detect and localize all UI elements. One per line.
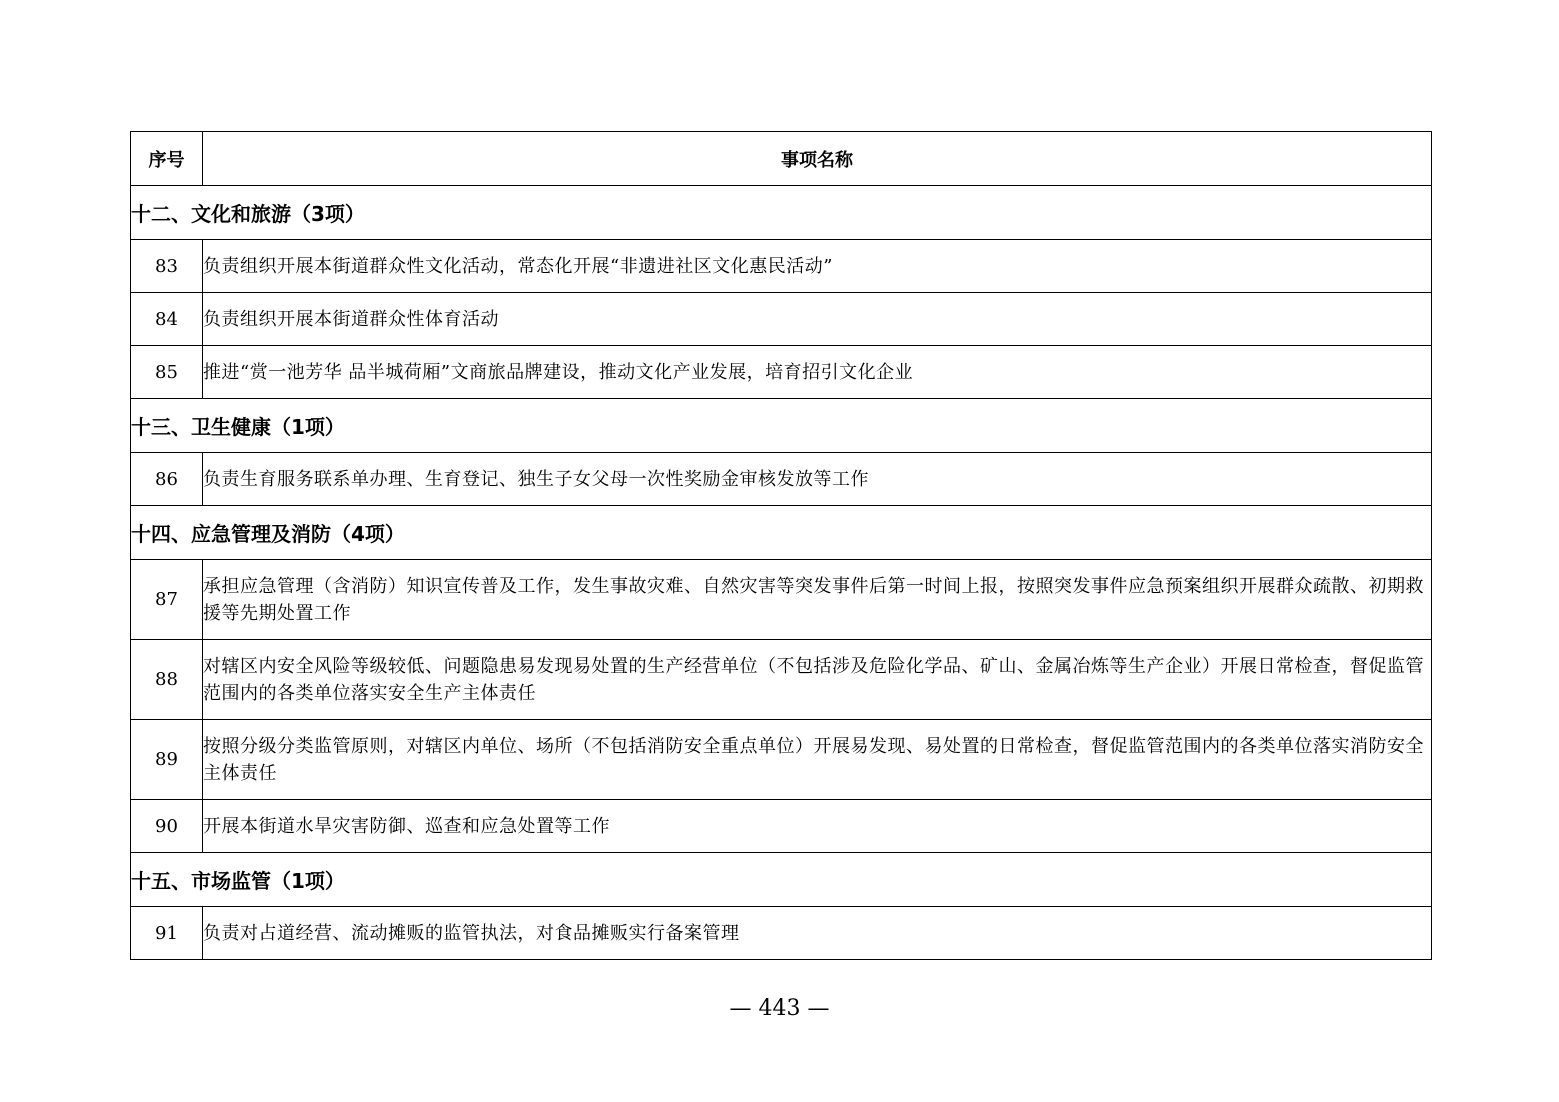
section-title: 十二、文化和旅游（3项）	[131, 186, 1432, 240]
item-no: 91	[131, 907, 203, 960]
table-row	[131, 720, 1432, 800]
item-name: 推进“赏一池芳华 品半城荷厢”文商旅品牌建设，推动文化产业发展，培育招引文化企业	[203, 346, 1432, 399]
table-row	[131, 293, 1432, 346]
header-name: 事项名称	[203, 132, 1432, 186]
item-name: 对辖区内安全风险等级较低、问题隐患易发现易处置的生产经营单位（不包括涉及危险化学品、矿山、金属冶炼等生产企业）开展日常检查，督促监管范围内的各类单位落实安全生产主体责任	[203, 640, 1432, 720]
item-name: 负责对占道经营、流动摊贩的监管执法，对食品摊贩实行备案管理	[203, 907, 1432, 960]
item-name: 承担应急管理（含消防）知识宣传普及工作，发生事故灾难、自然灾害等突发事件后第一时间上报，按照突发事件应急预案组织开展群众疏散、初期救援等先期处置工作	[203, 560, 1432, 640]
section-row	[131, 186, 1432, 240]
item-no: 89	[131, 720, 203, 800]
item-no: 83	[131, 240, 203, 293]
section-row	[131, 399, 1432, 453]
item-no: 90	[131, 800, 203, 853]
section-title: 十三、卫生健康（1项）	[131, 399, 1432, 453]
item-no: 86	[131, 453, 203, 506]
item-table	[130, 131, 1432, 960]
item-name: 负责生育服务联系单办理、生育登记、独生子女父母一次性奖励金审核发放等工作	[203, 453, 1432, 506]
section-title: 十五、市场监管（1项）	[131, 853, 1432, 907]
table-row	[131, 453, 1432, 506]
page-number: — 443 —	[729, 996, 830, 1021]
item-no: 84	[131, 293, 203, 346]
item-no: 88	[131, 640, 203, 720]
section-row	[131, 506, 1432, 560]
item-name: 开展本街道水旱灾害防御、巡查和应急处置等工作	[203, 800, 1432, 853]
item-name: 负责组织开展本街道群众性体育活动	[203, 293, 1432, 346]
section-title: 十四、应急管理及消防（4项）	[131, 506, 1432, 560]
item-no: 87	[131, 560, 203, 640]
table-row	[131, 240, 1432, 293]
table-row	[131, 346, 1432, 399]
item-name: 负责组织开展本街道群众性文化活动，常态化开展“非遗进社区文化惠民活动”	[203, 240, 1432, 293]
table-row	[131, 640, 1432, 720]
section-row	[131, 853, 1432, 907]
table-row	[131, 560, 1432, 640]
item-name: 按照分级分类监管原则，对辖区内单位、场所（不包括消防安全重点单位）开展易发现、易处置的日常检查，督促监管范围内的各类单位落实消防安全主体责任	[203, 720, 1432, 800]
table-row	[131, 800, 1432, 853]
header-no: 序号	[131, 132, 203, 186]
item-no: 85	[131, 346, 203, 399]
table-row	[131, 907, 1432, 960]
table-header-row	[131, 132, 1432, 186]
